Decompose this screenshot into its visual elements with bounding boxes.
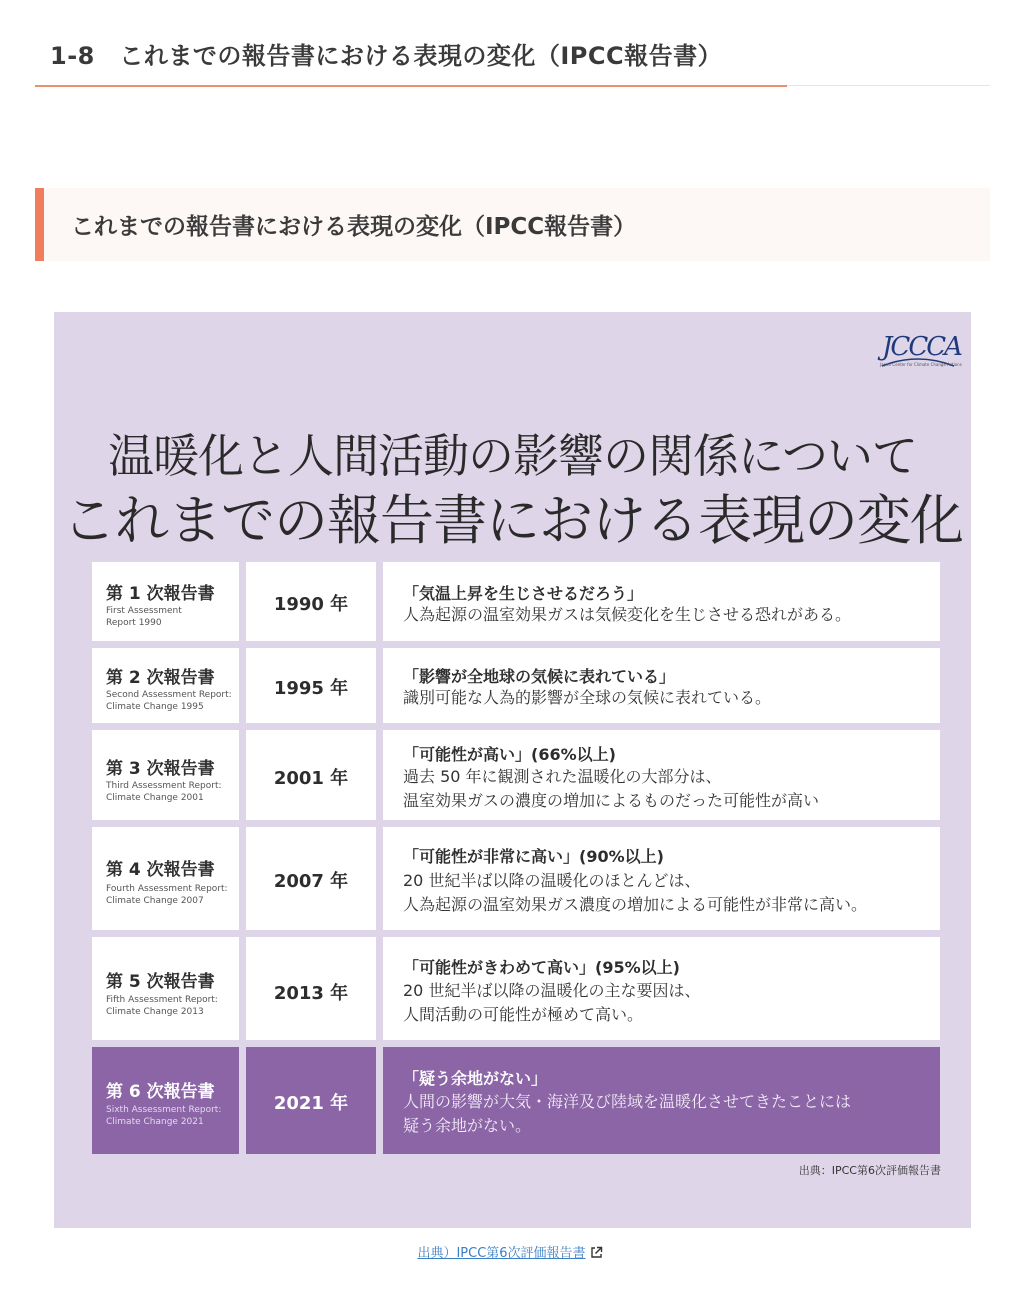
report-headline: 「可能性が高い」(66%以上) — [403, 745, 616, 764]
report-row-2 — [92, 648, 940, 723]
page-heading: 1-8 これまでの報告書における表現の変化（IPCC報告書） — [50, 42, 723, 70]
report-name: 第 4 次報告書 — [106, 860, 215, 880]
report-year-cell — [246, 937, 376, 1040]
report-body: 識別可能な人為的影響が全球の気候に表れている。 — [403, 688, 772, 707]
report-name: 第 2 次報告書 — [106, 668, 215, 688]
report-year: 2007 年 — [273, 871, 349, 892]
external-link-icon[interactable] — [590, 1246, 603, 1259]
report-year: 1990 年 — [273, 594, 349, 615]
report-headline: 「疑う余地がない」 — [403, 1069, 548, 1088]
source-link-wrapper — [0, 1242, 1020, 1261]
report-headline: 「可能性がきわめて高い」(95%以上) — [403, 958, 680, 977]
report-desc-cell — [383, 648, 940, 723]
logo-mark: JCCCA — [882, 332, 961, 362]
report-body: 人為起源の温室効果ガスは気候変化を生じさせる恐れがある。 — [403, 605, 852, 624]
report-year-cell — [246, 730, 376, 820]
report-year: 2001 年 — [273, 768, 349, 789]
report-year: 2013 年 — [273, 983, 349, 1004]
section-title: これまでの報告書における表現の変化（IPCC報告書） — [71, 214, 637, 240]
report-row-4 — [92, 827, 940, 930]
infographic — [54, 312, 971, 1228]
report-name-en: Fifth Assessment Report: Climate Change 2013 — [106, 995, 218, 1017]
report-year: 2021 年 — [273, 1093, 349, 1114]
report-year-cell — [246, 648, 376, 723]
section-header — [35, 188, 990, 261]
report-name-en: Fourth Assessment Report: Climate Change 2007 — [106, 884, 228, 906]
report-row-5 — [92, 937, 940, 1040]
infographic-source: 出典：IPCC第6次評価報告書 — [798, 1164, 941, 1177]
report-desc-cell — [383, 937, 940, 1040]
report-body: 人間の影響が大気・海洋及び陸域を温暖化させてきたことには 疑う余地がない。 — [403, 1092, 852, 1135]
report-headline: 「影響が全地球の気候に表れている」 — [403, 667, 676, 686]
report-name-cell — [92, 648, 239, 723]
logo-subtitle: Japan Center for Climate Change Actions — [880, 362, 962, 367]
report-year-cell — [246, 562, 376, 641]
infographic-title-line1: 温暖化と人間活動の影響の関係について — [107, 429, 918, 483]
report-desc-cell — [383, 730, 940, 820]
report-desc-cell — [383, 827, 940, 930]
report-row-3 — [92, 730, 940, 820]
report-name: 第 1 次報告書 — [106, 584, 215, 604]
report-name-en: First Assessment Report 1990 — [106, 606, 182, 628]
report-body: 20 世紀半ば以降の温暖化のほとんどは、 人為起源の温室効果ガス濃度の増加による可能性が非常に高い。 — [403, 871, 868, 914]
report-year-cell — [246, 827, 376, 930]
jccca-logo — [880, 332, 962, 370]
report-name-en: Third Assessment Report: Climate Change 2001 — [106, 781, 222, 803]
report-row-1 — [92, 562, 940, 641]
report-headline: 「気温上昇を生じさせるだろう」 — [403, 584, 644, 603]
report-year: 1995 年 — [273, 678, 349, 699]
report-body: 20 世紀半ば以降の温暖化の主な要因は、 人間活動の可能性が極めて高い。 — [403, 981, 701, 1024]
report-name: 第 3 次報告書 — [106, 759, 215, 779]
report-name: 第 5 次報告書 — [106, 972, 215, 992]
report-headline: 「可能性が非常に高い」(90%以上) — [403, 847, 664, 866]
report-desc-cell — [383, 1047, 940, 1154]
report-row-6 — [92, 1047, 940, 1154]
heading-accent-line — [35, 85, 787, 87]
report-name-cell — [92, 937, 239, 1040]
source-link[interactable]: 出典）IPCC第6次評価報告書 — [417, 1246, 586, 1261]
report-name-en: Sixth Assessment Report: Climate Change 2021 — [106, 1105, 222, 1127]
report-name: 第 6 次報告書 — [106, 1082, 215, 1102]
section-accent-bar — [35, 188, 44, 261]
report-name-cell — [92, 562, 239, 641]
report-name-cell — [92, 1047, 239, 1154]
report-year-cell — [246, 1047, 376, 1154]
report-name-cell — [92, 827, 239, 930]
report-desc-cell — [383, 562, 940, 641]
report-name-cell — [92, 730, 239, 820]
report-name-en: Second Assessment Report: Climate Change 1995 — [106, 690, 232, 712]
infographic-title-line2: これまでの報告書における表現の変化 — [62, 489, 963, 552]
report-body: 過去 50 年に観測された温暖化の大部分は、 温室効果ガスの濃度の増加によるものだった可能性が高い — [403, 767, 820, 810]
